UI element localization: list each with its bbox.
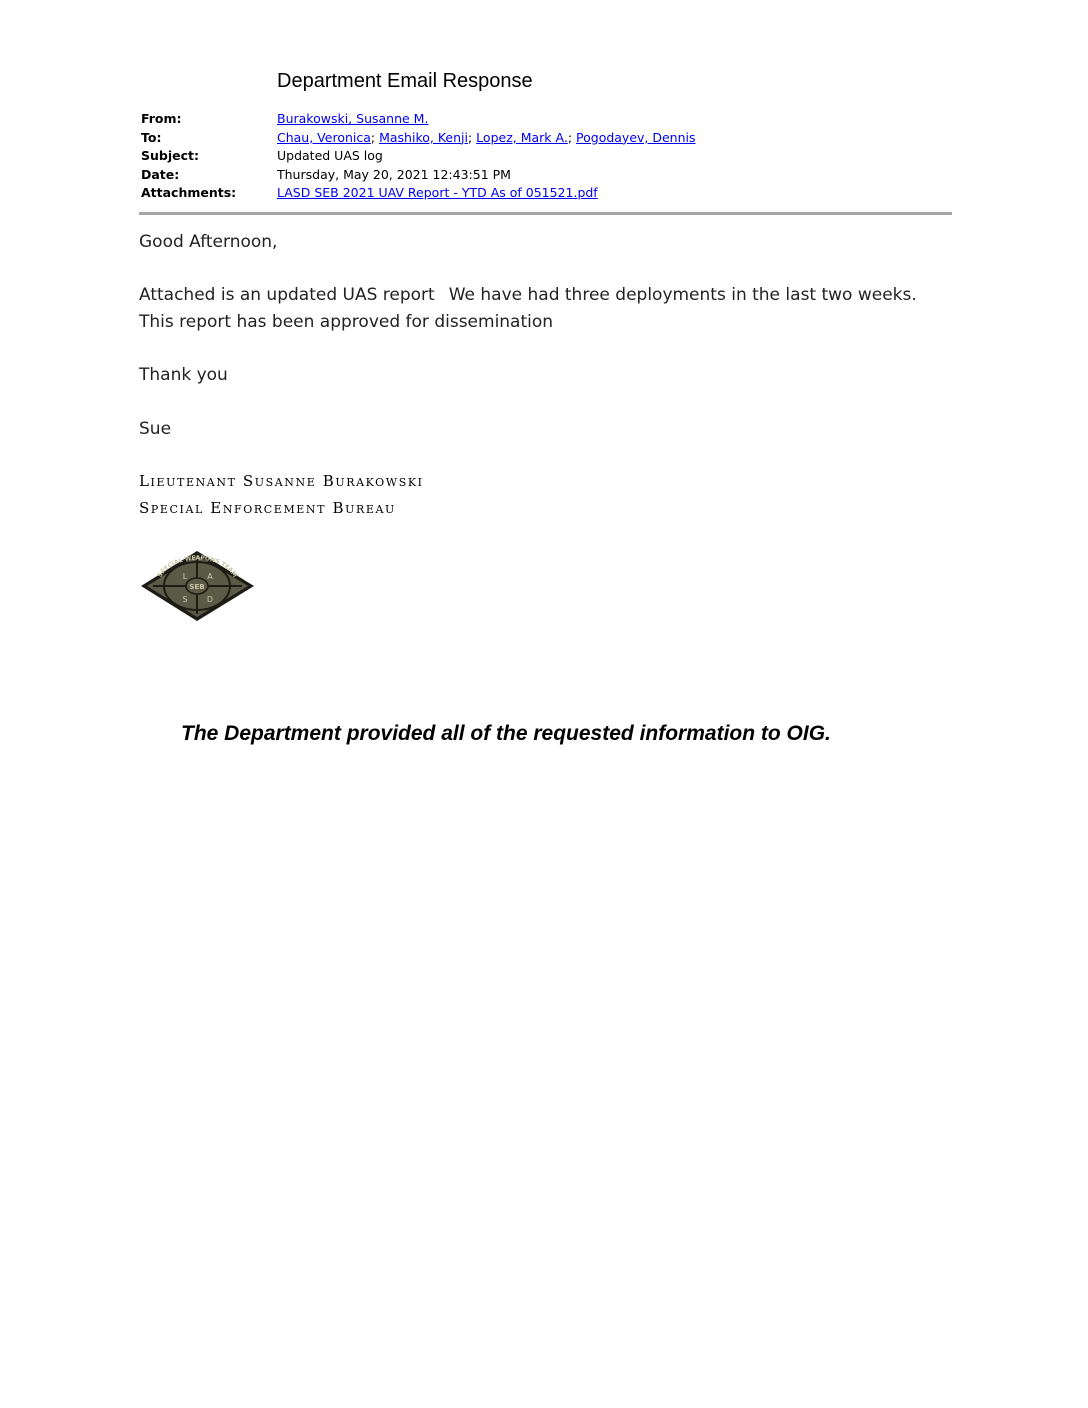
recipient-link[interactable]: Pogodayev, Dennis <box>576 129 696 145</box>
from-value <box>277 110 953 129</box>
recipient-separator: ; <box>567 129 573 145</box>
logo-letter: S <box>182 595 188 604</box>
to-row <box>141 129 953 148</box>
subject-row <box>141 147 953 166</box>
logo-letter: L <box>182 572 188 581</box>
subject-value: Updated UAS log <box>277 148 383 163</box>
recipient-link[interactable]: Lopez, Mark A. <box>476 129 568 145</box>
signature-name: Lieutenant Susanne Burakowski <box>139 472 424 490</box>
to-label: To: <box>141 129 162 145</box>
logo-letter: D <box>206 595 214 604</box>
from-label: From: <box>141 111 182 126</box>
email-header <box>141 110 953 203</box>
recipient-separator: ; <box>467 129 473 145</box>
attachment-link[interactable]: LASD SEB 2021 UAV Report - YTD As of 051521.pdf <box>277 185 598 200</box>
logo-letter: A <box>207 572 213 581</box>
email-paragraph <box>139 282 939 336</box>
email-thanks: Thank you <box>139 365 228 385</box>
recipient-link[interactable]: Chau, Veronica <box>277 129 371 145</box>
oig-footer-note: The Department provided all of the requested information to OIG. <box>181 722 831 745</box>
recipient-link[interactable]: Mashiko, Kenji <box>379 129 468 145</box>
to-value <box>277 129 953 148</box>
signature-unit: Special Enforcement Bureau <box>139 499 396 517</box>
email-paragraph-part2: We have had three deployments in the last two weeks. This report has been approved for dissemination <box>139 285 917 332</box>
subject-label: Subject: <box>141 148 199 163</box>
date-row <box>141 166 953 185</box>
from-row <box>141 110 953 129</box>
from-link[interactable]: Burakowski, Susanne M. <box>277 111 429 126</box>
seb-logo <box>139 548 256 624</box>
document-title: Department Email Response <box>277 70 533 92</box>
seb-badge-icon <box>139 548 256 624</box>
email-signoff: Sue <box>139 419 172 439</box>
date-label: Date: <box>141 166 180 182</box>
recipient-separator: ; <box>370 129 376 145</box>
email-greeting: Good Afternoon, <box>139 232 278 252</box>
header-divider <box>139 212 952 215</box>
attachments-label: Attachments: <box>141 185 237 200</box>
attachments-value <box>277 184 953 203</box>
logo-arc-text: SPECIAL WEAPONS TEAM <box>156 554 239 579</box>
date-value: Thursday, May 20, 2021 12:43:51 PM <box>277 166 511 182</box>
logo-center-text: SEB <box>189 583 205 591</box>
email-paragraph-part1: Attached is an updated UAS report <box>139 285 435 305</box>
attachments-row <box>141 184 953 203</box>
